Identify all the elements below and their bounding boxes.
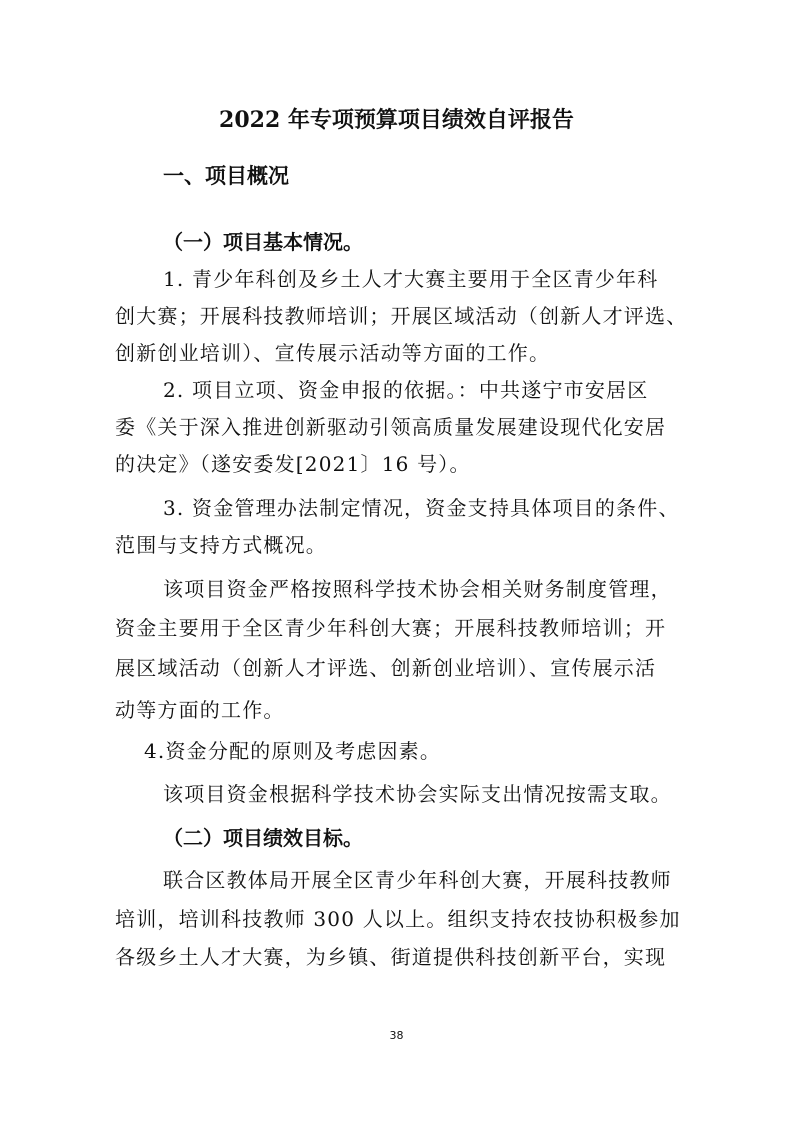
paragraph-line: 创新创业培训）、宣传展示活动等方面的工作。	[115, 341, 551, 365]
paragraph-line: 该项目资金根据科学技术协会实际支出情况按需支取。	[163, 782, 672, 806]
paragraph-line: 委《关于深入推进创新驱动引领高质量发展建设现代化安居	[115, 415, 667, 439]
paragraph-line: 展区域活动（创新人才评选、创新创业培训）、宣传展示活	[115, 656, 657, 680]
paragraph-line: 该项目资金严格按照科学技术协会相关财务制度管理，	[163, 577, 672, 601]
paragraph-line: 3. 资金管理办法制定情况，资金支持具体项目的条件、	[163, 496, 680, 520]
paragraph-line: 范围与支持方式概况。	[115, 533, 327, 557]
subsection-heading-performance-goals: （二）项目绩效目标。	[163, 826, 363, 850]
paragraph-line: 创大赛；开展科技教师培训；开展区域活动（创新人才评选、	[115, 304, 688, 328]
report-title: 2022 年专项预算项目绩效自评报告	[219, 107, 574, 133]
page-number: 38	[389, 1029, 404, 1042]
paragraph-line: 2. 项目立项、资金申报的依据。：中共遂宁市安居区	[163, 378, 649, 402]
paragraph-line: 各级乡土人才大赛，为乡镇、街道提供科技创新平台，实现	[115, 945, 667, 969]
paragraph-line: 1. 青少年科创及乡土人才大赛主要用于全区青少年科	[163, 267, 659, 291]
paragraph-line: 培训，培训科技教师 300 人以上。组织支持农技协积极参加	[115, 907, 681, 931]
paragraph-line: 联合区教体局开展全区青少年科创大赛，开展科技教师	[163, 868, 672, 892]
paragraph-line: 4.资金分配的原则及考虑因素。	[144, 739, 442, 763]
paragraph-line: 资金主要用于全区青少年科创大赛；开展科技教师培训；开	[115, 616, 667, 640]
paragraph-line: 动等方面的工作。	[115, 698, 285, 722]
paragraph-line: 的决定》（遂安委发[2021〕16 号）。	[115, 452, 471, 476]
section-heading-project-overview: 一、项目概况	[163, 164, 289, 188]
subsection-heading-basic-info: （一）项目基本情况。	[163, 230, 363, 254]
